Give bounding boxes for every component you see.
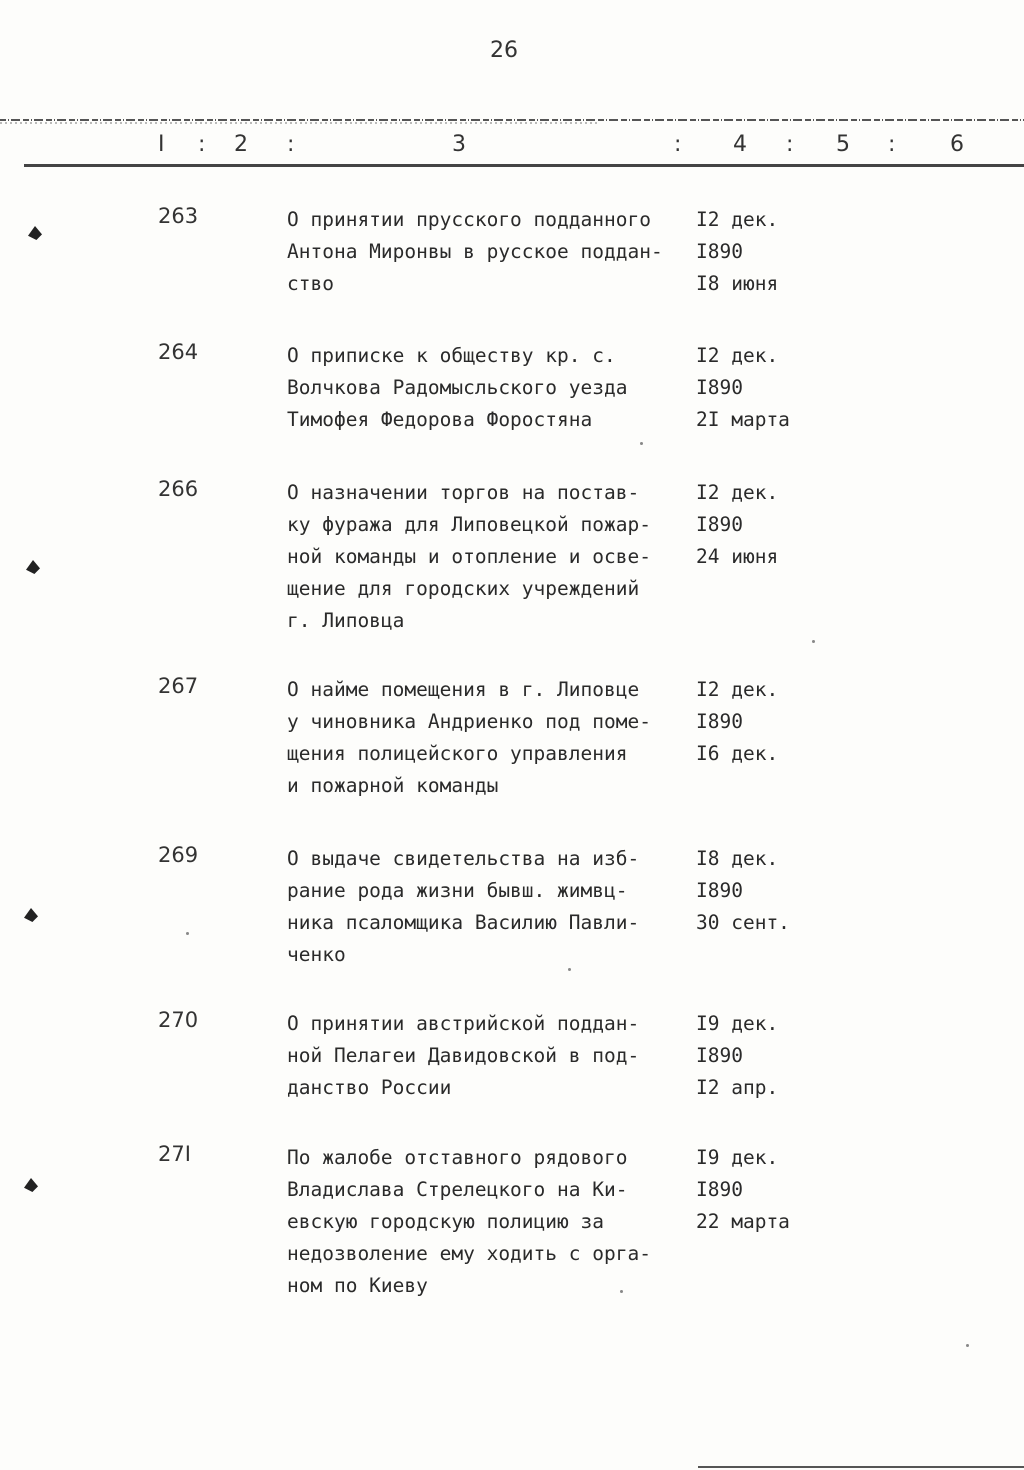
column-3-header: 3: [452, 132, 466, 157]
entry-dates: I8 дек. I890 30 сент.: [696, 847, 790, 934]
column-5-header: 5: [836, 132, 850, 157]
entry-number: 27I: [158, 1142, 191, 1166]
entry-dates: I9 дек. I890 22 марта: [696, 1146, 790, 1233]
entry-dates: I2 дек. I890 24 июня: [696, 481, 779, 568]
entry-description: О найме помещения в г. Липовце у чиновника Андриенко под поме- щения полицейского управления и пожарной команды: [287, 678, 651, 797]
scan-speck: [966, 1344, 969, 1347]
column-1-header: I: [158, 132, 165, 157]
entry-description: О выдаче свидетельства на изб- рание рода жизни бывш. жимвц- ника псаломщика Василию Павли- ченко: [287, 847, 640, 966]
entry-number: 263: [158, 204, 199, 228]
entry-number: 269: [158, 843, 199, 867]
binding-hole-mark: [24, 1178, 38, 1192]
scan-speck: [620, 1290, 623, 1293]
entry-description: По жалобе отставного рядового Владислава Стрелецкого на Ки- евскую городскую полицию за недозволение ему ходить с орга- ном по Киеву: [287, 1146, 651, 1297]
column-2-header: 2: [234, 132, 248, 157]
binding-hole-mark: [26, 560, 40, 574]
entry-dates: I2 дек. I890 2I марта: [696, 344, 790, 431]
column-header-row: [0, 132, 1024, 160]
entry-dates: I2 дек. I890 I8 июня: [696, 208, 779, 295]
column-separator: :: [786, 132, 794, 157]
column-separator: :: [674, 132, 682, 157]
entry-number: 267: [158, 674, 199, 698]
entry-number: 270: [158, 1008, 199, 1032]
entry-description: О принятии прусского подданного Антона Миронвы в русское поддан- ство: [287, 208, 663, 295]
column-separator: :: [888, 132, 896, 157]
column-6-header: 6: [950, 132, 964, 157]
scan-speck: [186, 932, 189, 935]
entry-dates: I9 дек. I890 I2 апр.: [696, 1012, 779, 1099]
column-separator: :: [287, 132, 295, 157]
scan-speck: [640, 442, 643, 445]
bottom-rule: [698, 1466, 1024, 1468]
entry-description: О приписке к обществу кр. с. Волчкова Радомысльского уезда Тимофея Федорова Форостяна: [287, 344, 628, 431]
entry-number: 266: [158, 477, 199, 501]
scan-speck: [568, 968, 571, 971]
binding-hole-mark: [24, 908, 38, 922]
binding-hole-mark: [28, 226, 42, 240]
entry-number: 264: [158, 340, 199, 364]
column-4-header: 4: [733, 132, 747, 157]
header-rule: [24, 164, 1024, 167]
top-dashed-rule: [0, 116, 1024, 126]
entry-dates: I2 дек. I890 I6 дек.: [696, 678, 779, 765]
column-separator: :: [198, 132, 206, 157]
page-number: 26: [490, 38, 518, 63]
scan-speck: [812, 640, 815, 643]
entry-description: О принятии австрийской поддан- ной Пелагеи Давидовской в под- данство России: [287, 1012, 640, 1099]
entry-description: О назначении торгов на постав- ку фуража для Липовецкой пожар- ной команды и отопление и осве- щение для городских учреждений г. Липовца: [287, 481, 651, 632]
